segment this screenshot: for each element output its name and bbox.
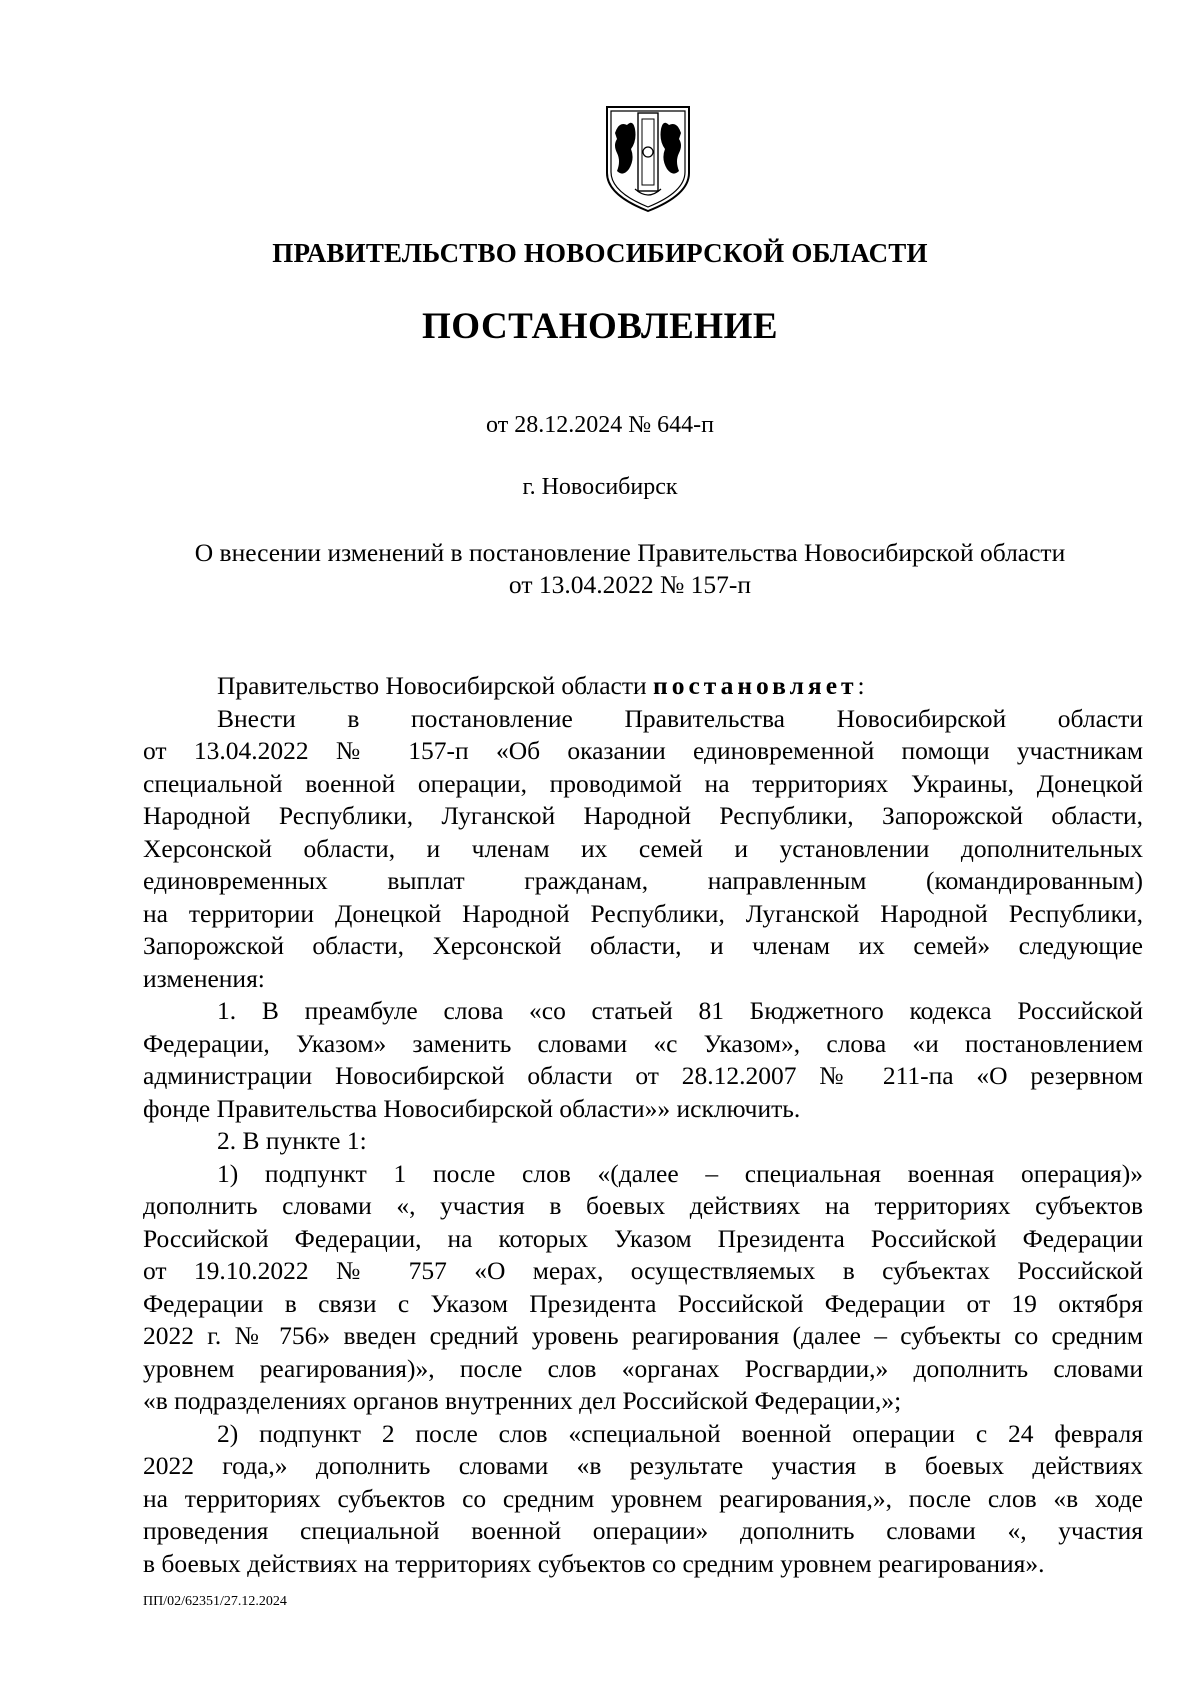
body-line: специальной военной операции, проводимой на территориях Украины, Донецкой xyxy=(143,768,1143,798)
body-line: Российской Федерации, на которых Указом Президента Российской Федерации xyxy=(143,1223,1143,1253)
body-line: от 19.10.2022 № 757 «О мерах, осуществляемых в субъектах Российской xyxy=(143,1256,1143,1285)
preamble-paragraph xyxy=(143,670,1143,703)
body-line: 1) подпункт 1 после слов «(далее – специальная военная операция)» xyxy=(217,1158,1143,1188)
body-line: 1. В преамбуле слова «со статьей 81 Бюджетного кодекса Российской xyxy=(217,996,1143,1025)
city: г. Новосибирск xyxy=(522,474,678,500)
body-line: изменения: xyxy=(143,963,265,993)
coat-of-arms-emblem xyxy=(605,103,691,215)
body-line: Народной Республики, Луганской Народной Республики, Запорожской области, xyxy=(143,801,1143,830)
body-line: Федерации в связи с Указом Президента Российской Федерации от 19 октября xyxy=(143,1288,1143,1318)
body-line: на территории Донецкой Народной Республики, Луганской Народной Республики, xyxy=(143,898,1143,928)
body-line: 2022 г. № 756» введен средний уровень реагирования (далее – субъекты со средним xyxy=(143,1321,1143,1350)
body-line: в боевых действиях на территориях субъектов со средним уровнем реагирования». xyxy=(143,1548,1045,1578)
body-line: Внести в постановление Правительства Новосибирской области xyxy=(217,703,1143,733)
preamble-text: Правительство Новосибирской области xyxy=(217,671,653,700)
preamble-keyword: постановляет xyxy=(653,671,858,700)
subject-line: от 13.04.2022 № 157-п xyxy=(508,570,752,599)
preamble-colon: : xyxy=(857,671,865,700)
body-line: на территориях субъектов со средним уровнем реагирования,», после слов «в ходе xyxy=(143,1483,1143,1513)
body-line: Херсонской области, и членам их семей и установлении дополнительных xyxy=(143,833,1143,863)
date-and-number: от 28.12.2024 № 644-п xyxy=(486,412,714,438)
body-line: фонде Правительства Новосибирской области»» исключить. xyxy=(143,1093,801,1123)
body-line: проведения специальной военной операции» дополнить словами «, участия xyxy=(143,1516,1143,1545)
document-subject xyxy=(140,537,1120,601)
body-line: «в подразделениях органов внутренних дел Российской Федерации,»; xyxy=(143,1386,902,1415)
body-line: администрации Новосибирской области от 28.12.2007 № 211-па «О резервном xyxy=(143,1061,1143,1090)
body-line: 2) подпункт 2 после слов «специальной военной операции с 24 февраля xyxy=(217,1418,1143,1448)
body-line: уровнем реагирования)», после слов «органах Росгвардии,» дополнить словами xyxy=(143,1353,1143,1383)
body-line: дополнить словами «, участия в боевых действиях на территориях субъектов xyxy=(143,1191,1143,1220)
document-code-footer: ПП/02/62351/27.12.2024 xyxy=(143,1594,287,1609)
body-line: Запорожской области, Херсонской области, и членам их семей» следующие xyxy=(143,931,1143,960)
document-type-title: ПОСТАНОВЛЕНИЕ xyxy=(421,306,779,347)
body-line: единовременных выплат гражданам, направленным (командированным) xyxy=(143,866,1143,895)
government-name: ПРАВИТЕЛЬСТВО НОВОСИБИРСКОЙ ОБЛАСТИ xyxy=(272,238,928,268)
body-line: 2. В пункте 1: xyxy=(217,1126,367,1155)
document-body xyxy=(143,670,1143,1580)
subject-line: О внесении изменений в постановление Правительства Новосибирской области xyxy=(194,538,1066,567)
body-line: от 13.04.2022 № 157-п «Об оказании единовременной помощи участникам xyxy=(143,736,1143,765)
body-line: Федерации, Указом» заменить словами «с Указом», слова «и постановлением xyxy=(143,1028,1143,1058)
body-line: 2022 года,» дополнить словами «в результате участия в боевых действиях xyxy=(143,1451,1143,1480)
